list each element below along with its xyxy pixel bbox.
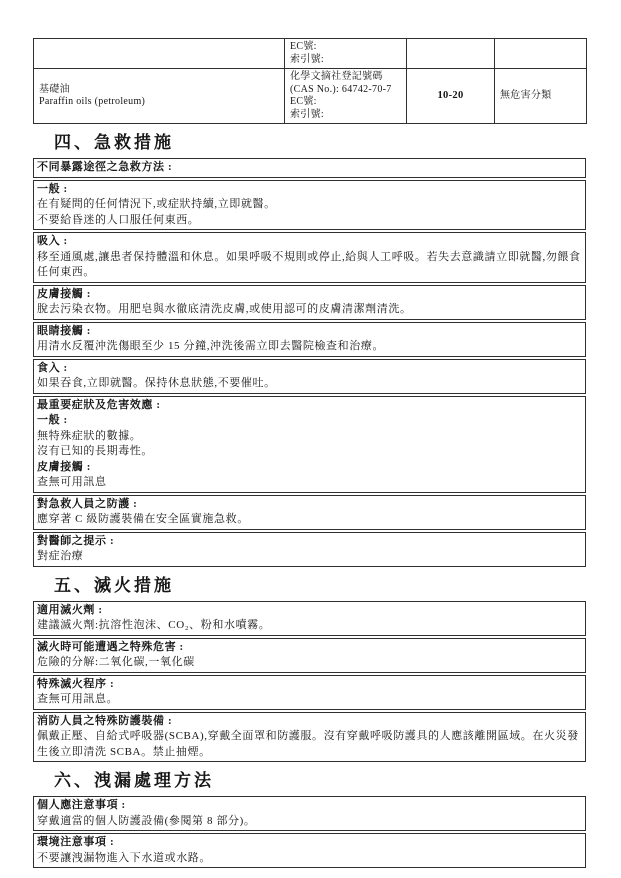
block-label-line: 一般 : [37, 182, 68, 195]
hazard-table-cell [495, 69, 587, 124]
hazard-table-cell [495, 39, 587, 69]
block-text-line: 查無可用訊息。 [37, 693, 119, 705]
hazard-table-row [34, 39, 587, 69]
hazard-table-row [34, 69, 587, 124]
hazard-cell-line: 無危害分類 [500, 89, 552, 101]
hazard-table-cell [34, 69, 285, 124]
hazard-table-cell [285, 69, 407, 124]
block-text-line: 查無可用訊息 [37, 476, 107, 488]
sections-container [33, 132, 586, 868]
hazard-cell-line: 10-20 [437, 89, 464, 101]
info-block [33, 359, 586, 394]
block-text-line: 如果吞食,立即就醫。保持休息狀態,不要催吐。 [37, 377, 276, 389]
block-text-line: 無特殊症狀的數據。 [37, 429, 142, 442]
hazard-component-table [33, 38, 587, 124]
section-title: 五、滅火措施 [54, 575, 174, 595]
block-text-line: 脫去污染衣物。用肥皂與水徹底清洗皮膚,或使用認可的皮膚清潔劑清洗。 [37, 303, 412, 315]
block-label-line: 對醫師之提示 : [37, 534, 115, 547]
block-text-line: 移至通風處,讓患者保持體溫和休息。如果呼吸不規則或停止,給與人工呼吸。若失去意識請立即就醫,勿餵食任何東西。 [37, 250, 581, 278]
section-title: 六、洩漏處理方法 [54, 771, 214, 790]
info-block [33, 180, 586, 231]
hazard-table-cell [407, 69, 495, 124]
block-text-line: 在有疑問的任何情況下,或症狀持續,立即就醫。 [37, 198, 276, 210]
block-text-line: 對症治療 [37, 550, 84, 562]
block-text-line: 危險的分解:二氧化碳,一氧化碳 [37, 656, 195, 668]
info-block [33, 232, 586, 283]
info-block [33, 532, 586, 567]
section-title: 四、急救措施 [54, 133, 174, 152]
info-block [33, 495, 586, 530]
info-block [33, 796, 586, 831]
block-label-line: 特殊滅火程序 : [37, 677, 115, 690]
block-label-line: 個人應注意事項 : [37, 799, 126, 811]
block-text-line: 沒有已知的長期毒性。 [37, 445, 153, 457]
block-label-line: 消防人員之特殊防護裝備 : [37, 714, 173, 727]
info-block [33, 322, 586, 357]
info-block [33, 285, 586, 320]
block-label-line: 對急救人員之防護 : [37, 497, 138, 510]
block-label-line: 皮膚接觸 : [37, 287, 92, 300]
block-text-line: 應穿著 C 級防護裝備在安全區實施急救。 [37, 513, 249, 525]
page-content [33, 38, 586, 870]
hazard-cell-line: 索引號: [290, 108, 324, 120]
info-block [33, 601, 586, 636]
block-label-line: 適用滅火劑 : [37, 603, 103, 616]
block-text-line: 建議滅火劑:抗溶性泡沫、CO₂、粉和水噴霧。 [37, 619, 271, 631]
block-text-line: 佩戴正壓、自給式呼吸器(SCBA),穿戴全面罩和防護服。沒有穿戴呼吸防護具的人應該離開區域。在火災發生後立即清洗 SCBA。禁止抽煙。 [37, 730, 579, 758]
block-label-line: 食入 : [37, 361, 68, 374]
block-label-line: 滅火時可能遭遇之特殊危害 : [37, 640, 184, 653]
info-block [33, 833, 586, 868]
block-label-line: 吸入 : [37, 235, 68, 247]
info-block [33, 712, 586, 763]
block-label-line: 最重要症狀及危害效應 : [37, 398, 161, 411]
hazard-table-cell [285, 39, 407, 69]
hazard-table-cell [407, 39, 495, 69]
hazard-table-body [34, 39, 587, 124]
hazard-table-cell [34, 39, 285, 69]
hazard-cell-line: EC號: [290, 96, 317, 107]
hazard-cell-line: EC號: [290, 41, 317, 52]
hazard-cell-line: 索引號: [290, 53, 324, 65]
info-block [33, 158, 586, 178]
block-text-line: 穿戴適當的個人防護設備(參閱第 8 部分)。 [37, 814, 256, 827]
hazard-cell-line: Paraffin oils (petroleum) [39, 96, 146, 107]
block-label-line: 一般 : [37, 414, 68, 426]
block-label-line: 環境注意事項 : [37, 836, 115, 848]
hazard-cell-line: 化學文摘社登記號碼 [290, 71, 383, 82]
info-block [33, 396, 586, 493]
block-label-line: 眼睛接觸 : [37, 324, 92, 337]
block-label-line: 皮膚接觸 : [37, 460, 92, 473]
block-text-line: 不要給昏迷的人口服任何東西。 [37, 213, 200, 226]
info-block [33, 675, 586, 710]
hazard-cell-line: 基礎油 [39, 83, 70, 95]
block-text-line: 不要讓洩漏物進入下水道或水路。 [37, 851, 211, 864]
hazard-cell-line: (CAS No.): 64742-70-7 [290, 83, 392, 95]
block-label-line: 不同暴露途徑之急救方法 : [37, 161, 173, 173]
info-block [33, 638, 586, 673]
block-text-line: 用清水反覆沖洗傷眼至少 15 分鐘,沖洗後需立即去醫院檢查和治療。 [37, 340, 385, 352]
